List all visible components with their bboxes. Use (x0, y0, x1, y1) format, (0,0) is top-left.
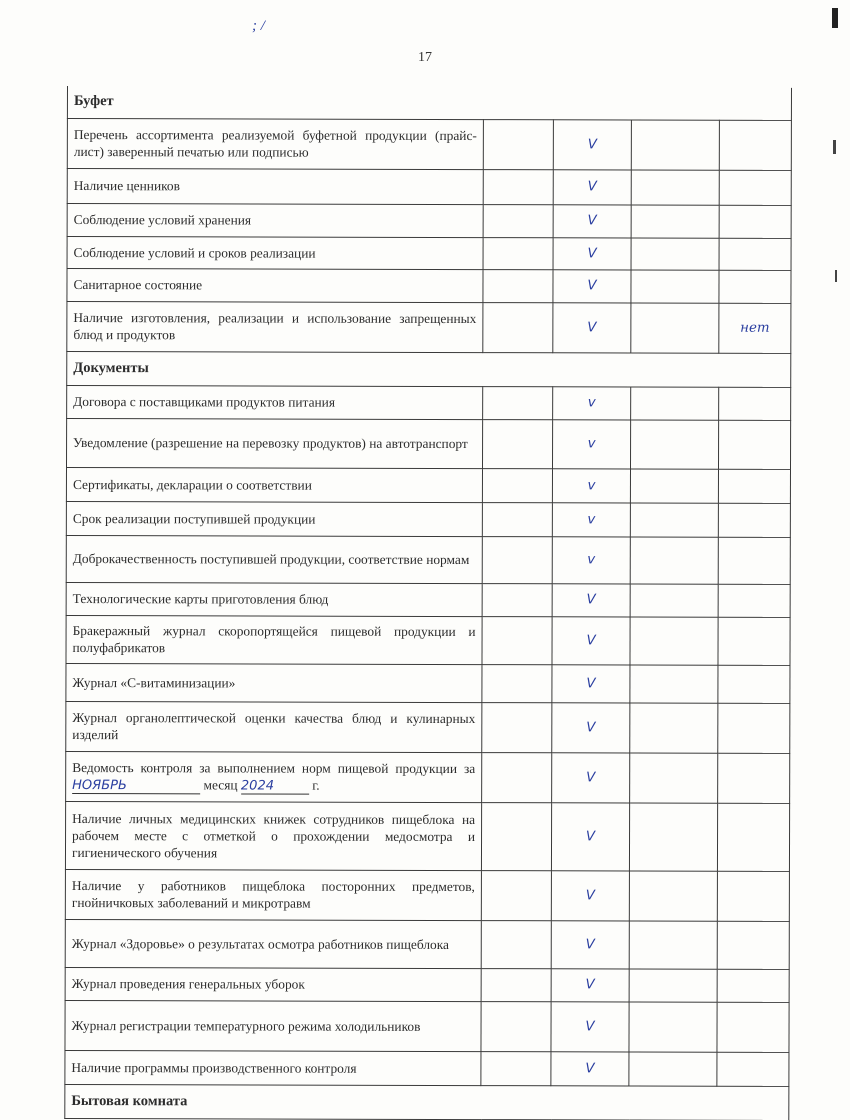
empty-cell (629, 968, 717, 1001)
empty-cell (629, 1051, 717, 1085)
table-row (66, 501, 790, 537)
criterion-text-part: Ведомость контроля за выполнением норм пищевой продукции за (72, 759, 476, 776)
check-mark: V (552, 616, 630, 664)
page-number: 17 (418, 50, 432, 65)
note-cell (719, 387, 791, 420)
empty-cell (482, 502, 552, 536)
note-cell (719, 120, 791, 170)
empty-cell (482, 664, 552, 702)
table-row (65, 801, 789, 871)
section-title: Бытовая комната (65, 1084, 789, 1120)
empty-cell (482, 583, 552, 616)
note-cell (718, 617, 790, 665)
criterion-text: Журнал проведения генеральных уборок (65, 967, 481, 1001)
check-mark: V (551, 802, 629, 870)
section-header-dokumenty (67, 351, 791, 387)
scan-edge-mark (832, 8, 838, 28)
empty-cell (629, 1001, 717, 1051)
empty-cell (483, 386, 553, 419)
section-title: Буфет (67, 86, 791, 120)
note-cell (719, 270, 791, 303)
table-row (67, 118, 791, 170)
criterion-text: Бракеражный журнал скоропортящейся пищевой продукции и полуфабрикатов (66, 615, 482, 664)
note-cell (717, 871, 789, 921)
empty-cell (629, 802, 717, 870)
month-label: месяц (203, 776, 238, 792)
check-mark: V (551, 968, 629, 1001)
empty-cell (483, 237, 553, 269)
check-mark: V (551, 920, 629, 968)
check-mark: V (553, 302, 631, 352)
table-row (66, 701, 790, 753)
table-row (65, 967, 789, 1002)
section-header-bytovaya-komnata (65, 1084, 789, 1120)
section-header-bufet (67, 86, 791, 120)
note-cell (717, 1002, 789, 1052)
criterion-text: Уведомление (разрешение на перевозку продуктов) на автотранспорт (67, 418, 483, 468)
check-mark: v (553, 386, 631, 419)
empty-cell (483, 269, 553, 302)
empty-cell (630, 468, 718, 502)
note-cell (717, 969, 789, 1002)
empty-cell (631, 237, 719, 269)
empty-cell (631, 169, 719, 204)
note-cell (719, 420, 791, 469)
table-row (67, 268, 791, 303)
empty-cell (482, 536, 552, 583)
note-cell (717, 1052, 789, 1086)
empty-cell (630, 583, 718, 616)
empty-cell (482, 752, 552, 802)
scan-artifact (833, 140, 836, 154)
note-cell (718, 584, 790, 617)
criterion-text: Доброкачественность поступившей продукции, соответствие нормам (66, 535, 482, 583)
table-row (67, 418, 791, 469)
empty-cell (482, 616, 552, 664)
empty-cell (483, 169, 553, 204)
empty-cell (481, 1001, 551, 1051)
empty-cell (482, 468, 552, 502)
note-cell (717, 803, 789, 871)
criterion-text: Соблюдение условий хранения (67, 203, 483, 237)
table-row (65, 1050, 789, 1086)
empty-cell (483, 119, 553, 169)
empty-cell (481, 1051, 551, 1085)
check-mark: v (552, 468, 630, 502)
check-mark: V (552, 752, 630, 802)
empty-cell (631, 204, 719, 237)
note-cell (718, 753, 790, 803)
empty-cell (483, 419, 553, 468)
criterion-text: Наличие у работников пищеблока посторонних предметов, гнойничковых заболеваний и микротравм (65, 869, 481, 920)
empty-cell (629, 870, 717, 920)
criterion-text: Технологические карты приготовления блюд (66, 582, 482, 616)
note-cell: нет (719, 303, 791, 353)
criterion-text (66, 751, 482, 802)
handwritten-year: 2024 (241, 779, 309, 794)
empty-cell (481, 802, 551, 870)
table-row (66, 535, 790, 584)
criterion-text: Журнал «С-витаминизации» (66, 663, 482, 702)
criterion-text: Журнал «Здоровье» о результатах осмотра работников пищеблока (65, 919, 481, 968)
empty-cell (630, 502, 718, 536)
check-mark: V (553, 119, 631, 169)
criterion-text: Договора с поставщиками продуктов питания (67, 385, 483, 419)
criterion-text: Перечень ассортимента реализуемой буфетной продукции (прайс-лист) заверенный печатью или подписью (67, 118, 483, 169)
check-mark: V (551, 1001, 629, 1051)
empty-cell (631, 302, 719, 352)
table-row (65, 919, 789, 969)
note-cell (718, 537, 790, 584)
table-row (66, 751, 790, 803)
check-mark: v (553, 419, 631, 468)
year-suffix: г. (312, 777, 320, 793)
note-cell (718, 469, 790, 503)
empty-cell (631, 386, 719, 419)
stray-pen-marks: ; / (252, 18, 265, 34)
empty-cell (482, 702, 552, 752)
table-row (67, 385, 791, 420)
note-cell (719, 238, 791, 270)
section-title: Документы (67, 351, 791, 387)
table-row (67, 168, 791, 205)
table-row (67, 236, 791, 270)
check-mark: V (551, 870, 629, 920)
criterion-text: Наличие изготовления, реализации и использование запрещенных блюд и продуктов (67, 301, 483, 352)
criterion-text: Журнал регистрации температурного режима холодильников (65, 1000, 481, 1051)
table-row (66, 467, 790, 503)
criterion-text: Сертификаты, декларации о соответствии (66, 467, 482, 502)
criterion-text: Наличие ценников (67, 168, 483, 204)
note-cell (718, 665, 790, 703)
empty-cell (630, 702, 718, 752)
note-cell (718, 703, 790, 753)
check-mark: V (553, 169, 631, 204)
criterion-text: Соблюдение условий и сроков реализации (67, 236, 483, 269)
note-cell (719, 170, 791, 205)
criterion-text: Наличие личных медицинских книжек сотрудников пищеблока на рабочем месте с отметкой о прохождении медосмотра и гигиенического обучения (65, 801, 481, 870)
criterion-text: Санитарное состояние (67, 268, 483, 302)
table-row (66, 663, 790, 703)
empty-cell (630, 664, 718, 702)
check-mark: V (552, 702, 630, 752)
table-row (66, 615, 790, 665)
check-mark: v (552, 502, 630, 536)
criterion-text: Срок реализации поступившей продукции (66, 501, 482, 536)
check-mark: V (553, 269, 631, 302)
note-cell (717, 921, 789, 969)
check-mark: v (552, 536, 630, 583)
note-cell (719, 205, 791, 238)
table-row (65, 1000, 789, 1052)
note-cell (718, 503, 790, 537)
check-mark: V (553, 237, 631, 269)
empty-cell (481, 968, 551, 1001)
empty-cell (631, 419, 719, 468)
scan-artifact (835, 270, 837, 282)
table-row (65, 869, 789, 921)
criterion-text: Наличие программы производственного контроля (65, 1050, 481, 1085)
empty-cell (631, 269, 719, 302)
table-row (67, 203, 791, 238)
empty-cell (629, 920, 717, 968)
table-row (66, 582, 790, 617)
empty-cell (630, 536, 718, 583)
handwritten-period: НОЯБРЬ (72, 779, 200, 794)
table-row (67, 301, 791, 353)
empty-cell (481, 920, 551, 968)
empty-cell (630, 616, 718, 664)
criterion-text: Журнал органолептической оценки качества блюд и кулинарных изделий (66, 701, 482, 752)
empty-cell (630, 752, 718, 802)
empty-cell (483, 204, 553, 237)
inspection-checklist-table (64, 86, 792, 1120)
empty-cell (483, 302, 553, 352)
check-mark: V (552, 664, 630, 702)
check-mark: V (552, 583, 630, 616)
check-mark: V (551, 1051, 629, 1085)
empty-cell (631, 119, 719, 169)
check-mark: V (553, 204, 631, 237)
empty-cell (481, 870, 551, 920)
